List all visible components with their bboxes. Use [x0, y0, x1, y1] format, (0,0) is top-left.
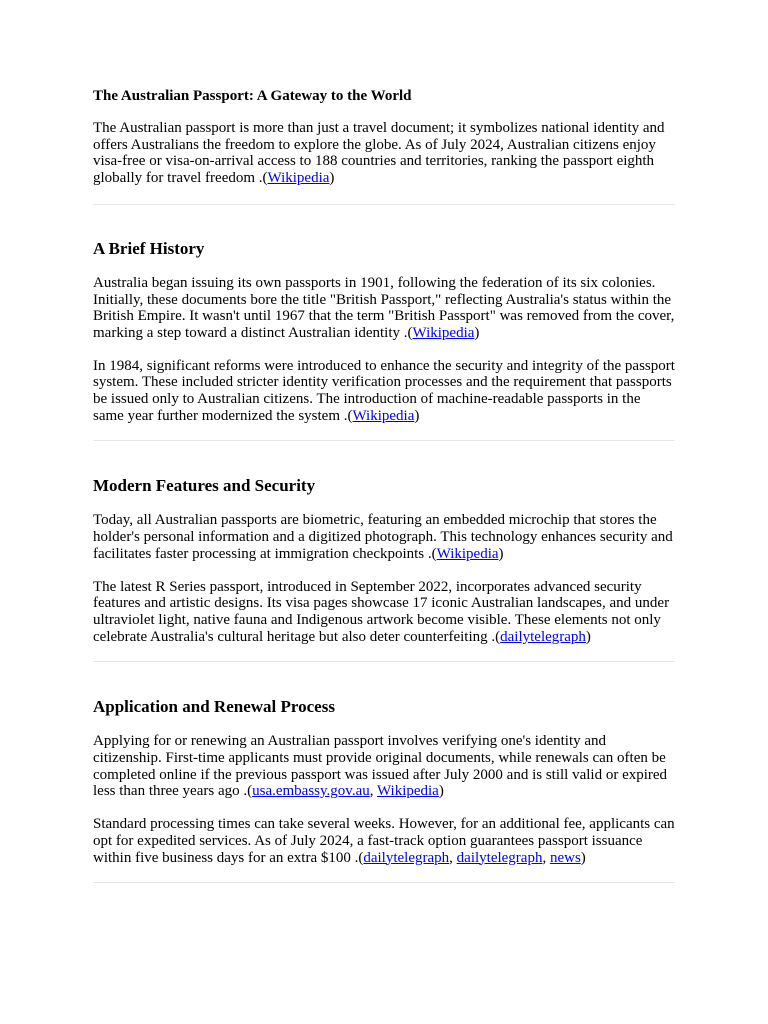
- section-divider: [93, 882, 675, 883]
- paragraph-text: Australia began issuing its own passports in 1901, following the federation of its six colonies. Initially, these documents bore the title "British Passport," reflecting Australia's status within the British Empire. It wasn't until 1967 that the term "British Passport" was removed from the cover, marking a step toward a distinct Australian identity .(: [93, 274, 675, 341]
- link-separator: ,: [449, 849, 457, 866]
- modern-paragraph-2: [93, 579, 675, 646]
- paragraph-text: In 1984, significant reforms were introduced to enhance the security and integrity of the passport system. These included stricter identity verification processes and the requirement that passports be issued only to Australian citizens. The introduction of machine-readable passports in the same year further modernized the system .(: [93, 357, 675, 424]
- application-paragraph-2: [93, 816, 675, 866]
- citation-link-news[interactable]: news: [549, 849, 581, 866]
- paragraph-text: The latest R Series passport, introduced in September 2022, incorporates advanced security features and artistic designs. Its visa pages showcase 17 iconic Australian landscapes, and under ultraviolet light, native fauna and Indigenous artwork become visible. These elements not only celebrate Australia's cultural heritage but also deter counterfeiting .(: [93, 578, 670, 645]
- section-divider: [93, 204, 675, 205]
- paragraph-text: Today, all Australian passports are biometric, featuring an embedded microchip that stores the holder's personal information and a digitized photograph. This technology enhances security and facilitates faster processing at immigration checkpoints .(: [93, 512, 673, 562]
- paragraph-close: ): [474, 324, 480, 341]
- article: [93, 0, 675, 883]
- section-divider: [93, 661, 675, 662]
- paragraph-close: ): [414, 407, 420, 424]
- modern-paragraph-1: [93, 512, 675, 562]
- citation-link-wikipedia[interactable]: Wikipedia: [352, 407, 415, 424]
- page-title: The Australian Passport: A Gateway to the World: [93, 88, 412, 104]
- citation-link-wikipedia[interactable]: Wikipedia: [267, 170, 330, 187]
- paragraph-close: ): [438, 783, 444, 800]
- citation-link-dailytelegraph[interactable]: dailytelegraph: [363, 849, 450, 866]
- section-heading-modern-features: Modern Features and Security: [93, 476, 316, 496]
- paragraph-close: ): [585, 628, 591, 645]
- intro-paragraph: [93, 120, 675, 187]
- paragraph-close: ): [329, 170, 335, 187]
- paragraph-close: ): [580, 849, 586, 866]
- citation-link-wikipedia[interactable]: Wikipedia: [376, 783, 439, 800]
- citation-link-dailytelegraph[interactable]: dailytelegraph: [456, 849, 543, 866]
- section-divider: [93, 440, 675, 441]
- link-separator: ,: [542, 849, 550, 866]
- citation-link-dailytelegraph[interactable]: dailytelegraph: [500, 628, 586, 645]
- paragraph-close: ): [498, 545, 504, 562]
- citation-link-wikipedia[interactable]: Wikipedia: [412, 324, 475, 341]
- citation-link-wikipedia[interactable]: Wikipedia: [436, 545, 499, 562]
- section-heading-history: A Brief History: [93, 238, 205, 258]
- application-paragraph-1: [93, 733, 675, 800]
- link-separator: ,: [369, 783, 377, 800]
- citation-link-embassy[interactable]: usa.embassy.gov.au: [252, 783, 370, 800]
- section-heading-application: Application and Renewal Process: [93, 697, 335, 717]
- paragraph-text: The Australian passport is more than just a travel document; it symbolizes national identity and offers Australians the freedom to explore the globe. As of July 2024, Australian citizens enjoy visa-free or visa-on-arrival access to 188 countries and territories, ranking the passport eighth globally for travel freedom .(: [93, 120, 665, 187]
- paragraph-text: Standard processing times can take several weeks. However, for an additional fee, applicants can opt for expedited services. As of July 2024, a fast-track option guarantees passport issuance within five business days for an extra $100 .(: [93, 816, 675, 866]
- history-paragraph-2: [93, 358, 675, 425]
- paragraph-text: Applying for or renewing an Australian passport involves verifying one's identity and citizenship. First-time applicants must provide original documents, while renewals can often be completed online if the previous passport was issued after July 2000 and is still valid or expired less than three years ago .(: [93, 733, 668, 800]
- history-paragraph-1: [93, 275, 675, 342]
